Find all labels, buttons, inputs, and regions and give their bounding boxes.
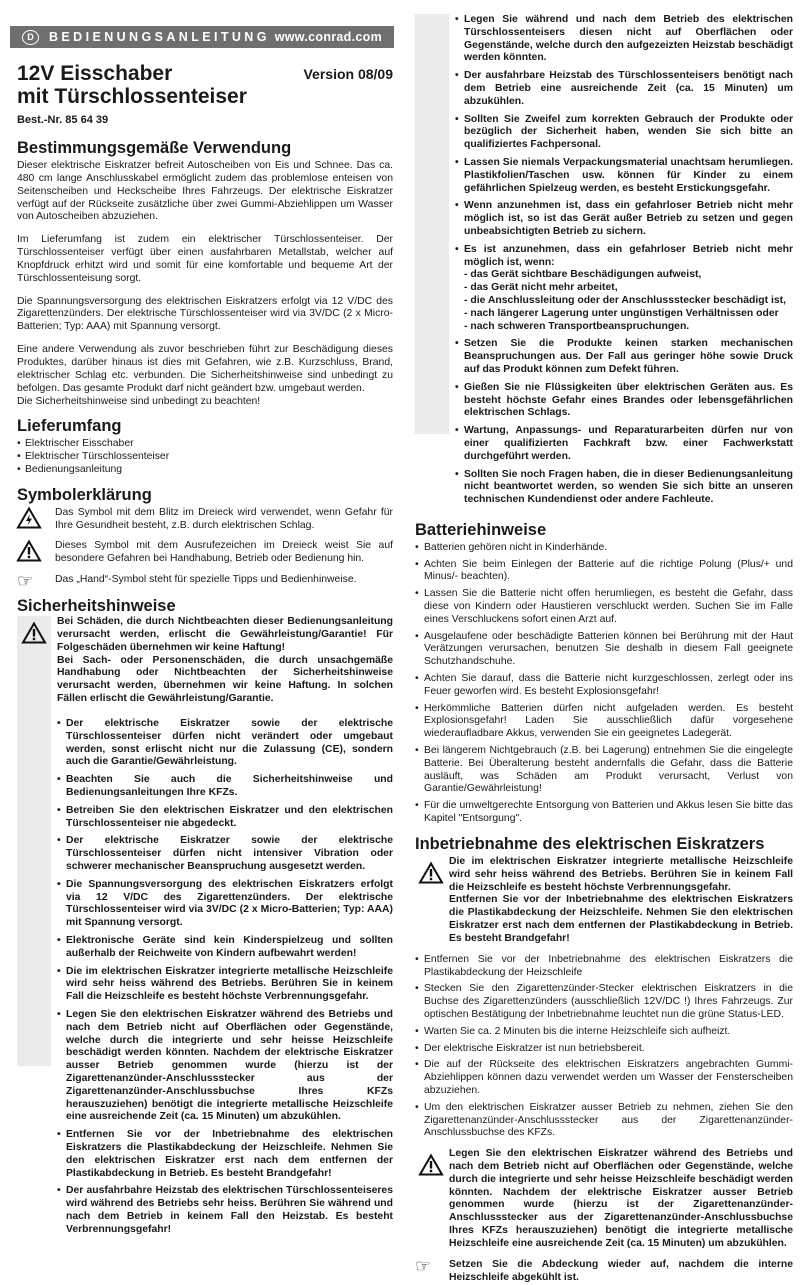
language-badge: D (22, 30, 39, 45)
exclamation-symbol-text: Dieses Symbol mit dem Ausrufezeichen im Dreieck weist Sie auf besondere Gefahren bei Handhabung, Betrieb oder Bedienung hin. (55, 540, 393, 565)
condition-item: - das Gerät sichtbare Beschädigungen aufweist, (464, 269, 702, 281)
intended-use-p5: Die Sicherheitshinweise sind unbedingt zu beachten! (17, 395, 261, 407)
header-bar (10, 26, 394, 48)
list-item: • Achten Sie darauf, dass die Batterie nicht kurzgeschlossen, zerlegt oder ins Feuer geworfen wird. Es besteht Explosionsgefahr! (415, 673, 793, 699)
header-url[interactable]: www.conrad.com (274, 30, 382, 44)
list-item: • Legen Sie den elektrischen Eiskratzer während des Betriebs und nach dem Betrieb nicht auf Oberflächen oder Gegenstände, welche durch die integrierte und sehr heisse Heizschleife beschädigt werden könnten. Nachdem der elektrische Eiskratzer ausser Betrieb genommen wurde (hierzu ist der Zigarettenanzünder-Anschlussstecker aus der Zigarettenanzünder-Anschlussbuchse Ihres KFZs herauszuziehen) benötigt die integrierte metallische Heizschleife eine ausreichende Zeit (ca. 15 Minuten) um abzukühlen. (57, 1009, 393, 1124)
condition-intro: Es ist anzunehmen, dass ein gefahrloser Betrieb nicht mehr möglich ist, wenn: (464, 243, 793, 268)
doc-version: Version 08/09 (303, 66, 393, 82)
exclamation-warning-icon (419, 862, 443, 884)
list-item: • Lassen Sie niemals Verpackungsmaterial unachtsam herumliegen. Plastikfolien/Taschen usw. können für Kinder zu einem gefährlichen Spielzeug werden, es besteht Erstickungsgefahr. (455, 157, 793, 195)
hand-pointer-icon: ☞ (17, 571, 34, 592)
condition-item: - die Anschlussleitung oder der Anschlussstecker beschädigt ist, (464, 294, 787, 306)
startup-warning-2 (415, 1148, 793, 1251)
list-item: • Der elektrische Eiskratzer ist nun betriebsbereit. (415, 1043, 793, 1056)
list-item: • Lassen Sie die Batterie nicht offen herumliegen, es besteht die Gefahr, dass diese von Kindern oder Haustieren verschluckt werden. Suchen Sie im Falle eines Verschluckens sofort einen Arzt auf. (415, 588, 793, 626)
safety-heading: Sicherheitshinweise (17, 597, 176, 616)
symbol-hand-row (17, 571, 393, 592)
list-item: • Entfernen Sie vor der Inbetriebnahme des elektrischen Eiskratzers die Plastikabdeckung der Heizschleife. Nehmen Sie den elektrischen Eiskratzer erst nach dem entfernen der Plastikabdeckung in Betrieb. Es besteht Brandgefahr! (57, 1129, 393, 1180)
safety-shaded-gutter (17, 616, 51, 1066)
startup-warning-1 (415, 856, 793, 946)
list-item: • Beachten Sie auch die Sicherheitshinweise und Bedienungsanleitungen Ihre KFZs. (57, 774, 393, 800)
list-item: • Wartung, Anpassungs- und Reparaturarbeiten dürfen nur von einer qualifizierten Fachkraft bzw. einer Fachwerkstatt durchgeführt werden. (455, 425, 793, 463)
list-item: • Stecken Sie den Zigarettenzünder-Stecker elektrischen Eiskratzers in die Buchse des Zigarettenzünders (ausschließlich 12V/DC !) Ihres Fahrzeugs. Zur optischen Bestätigung der Inbetriebnahme leuchtet nun die grüne Status-LED. (415, 983, 793, 1021)
list-item (455, 244, 793, 334)
list-item: • Wenn anzunehmen ist, dass ein gefahrloser Betrieb nicht mehr möglich ist, so ist das Gerät außer Betrieb zu setzen und gegen unbeabsichtigten Betrieb zu sichern. (455, 200, 793, 238)
list-item: • Ausgelaufene oder beschädigte Batterien können bei Berührung mit der Haut Verätzungen verursachen, benutzen Sie deshalb in diesem Fall geeignete Schutzhandschuhe. (415, 631, 793, 669)
symbol-exclamation-row (17, 540, 393, 566)
startup-warn-3: Legen Sie den elektrischen Eiskratzer während des Betriebs und nach dem Betrieb nicht auf Oberflächen oder Gegenstände, welche durch die integrierte und sehr heisse Heizschleife beschädigt werden könnten. Nachdem der elektrische Eiskratzer ausser Betrieb genommen wurde (hierzu ist der Zigarettenanzünder-Anschlussstecker aus der Zigarettenanzünder-Anschlussbuchse Ihres KFZs herauszuziehen) benötigt die integrierte metallische Heizschleife eine ausreichende Zeit (ca. 15 Minuten) um abzukühlen. (449, 1148, 793, 1249)
list-item: • Entfernen Sie vor der Inbetriebnahme des elektrischen Eiskratzers die Plastikabdeckung der Heizschleife (415, 954, 793, 980)
list-item: • Bedienungsanleitung (17, 464, 393, 477)
list-item: • Elektronische Geräte sind kein Kinderspielzeug und sollten außerhalb der Reichweite von Kindern aufbewahrt werden! (57, 935, 393, 961)
list-item: • Sollten Sie Zweifel zum korrekten Gebrauch der Produkte oder bezüglich der Sicherheit haben, wenden Sie sich bitte an qualifiziertes Fachpersonal. (455, 114, 793, 152)
scope-list (17, 438, 393, 476)
startup-warning-body-2 (449, 1148, 793, 1251)
intended-use-heading: Bestimmungsgemäße Verwendung (17, 139, 292, 157)
order-number: Best.-Nr. 85 64 39 (17, 114, 109, 126)
intended-use-p3: Die Spannungsversorgung des elektrischen Eiskratzers erfolgt via 12 V/DC des Zigarettenzünders. Der elektrische Türschlossenteiser wird via 3V/DC (2 x Micro-Batterien; Typ: AAA) mit Spannung versorgt. (17, 295, 393, 333)
doc-title-line1: 12V Eisschaber (17, 62, 173, 85)
list-item: • Die auf der Rückseite des elektrischen Eiskratzers angebrachten Gummi-Abziehlippen können dazu verwendet werden um Wasser der Fensterscheiben abzuziehen. (415, 1059, 793, 1097)
safety-continued (415, 14, 793, 512)
safety-intro-2: Bei Sach- oder Personenschäden, die durch unsachgemäße Handhabung oder Nichtbeachten der Sicherheitshinweise verursacht werden, übernehmen wir keine Haftung. In solchen Fällen erlischt die Gewährleistung/Garantie. (57, 654, 393, 705)
safety-list-left (57, 718, 393, 1236)
condition-item: - das Gerät nicht mehr arbeitet, (464, 282, 618, 294)
intended-use-p4: Eine andere Verwendung als zuvor beschrieben führt zur Beschädigung dieses Produktes, darüber hinaus ist dies mit Gefahren, wie z.B. Kurzschluss, Brand, elektrischer Schlag etc. verbunden. Die Sicherheitshinweise sind unbedingt zu befolgen. Das gesamte Produkt darf nicht geändert bzw. umgebaut werden. (17, 344, 393, 394)
list-item: • Warten Sie ca. 2 Minuten bis die interne Heizschleife sich aufheizt. (415, 1026, 793, 1039)
battery-heading: Batteriehinweise (415, 520, 547, 539)
condition-item: - nach längerer Lagerung unter ungünstigen Verhältnissen oder (464, 307, 779, 319)
symbols-heading: Symbolerklärung (17, 485, 152, 504)
startup-warn-2: Entfernen Sie vor der Inbetriebnahme des elektrischen Eiskratzers die Plastikabdeckung der Heizschleife. Nehmen Sie den elektrischen Eiskratzer erst nach dem entfernen der Plastikabdeckung in Betrieb. Es besteht Brandgefahr! (449, 894, 793, 944)
list-item: • Für die umweltgerechte Entsorgung von Batterien und Akkus lesen Sie bitte das Kapitel "Entsorgung". (415, 800, 793, 826)
scope-heading: Lieferumfang (17, 417, 122, 436)
exclamation-warning-icon (17, 540, 41, 562)
startup-heading: Inbetriebnahme des elektrischen Eiskratzers (415, 834, 765, 853)
warning-icon-gutter (415, 856, 449, 946)
list-item: • Elektrischer Türschlossenteiser (17, 451, 393, 464)
safety-body-2 (449, 14, 793, 512)
startup-warning-body (449, 856, 793, 946)
list-item: • Batterien gehören nicht in Kinderhände. (415, 542, 793, 555)
intended-use-p1: Dieser elektrische Eiskratzer befreit Autoscheiben von Eis und Schnee. Das ca. 480 cm lange Anschlusskabel ermöglicht zudem das problemlose enteisen von Seitenscheiben und Heckscheibe Ihres Fahrzeugs. Der elektrische Eiskratzer verfügt auf der Rückseite zusätzliche über zwei Gummi-Abziehlippen um Wasser von Autoscheiben abzuziehen. (17, 160, 393, 223)
doc-title-line2: mit Türschlossenteiser (17, 85, 247, 108)
intended-use-p2: Im Lieferumfang ist zudem ein elektrischer Türschlossenteiser. Der Türschlossenteiser verfügt über einen ausfahrbaren Metallstab, welcher auf Knopfdruck erhitzt wird und somit für eine komfortable und bequeme Art der Türschlossenteisung sorgt. (17, 234, 393, 284)
lightning-warning-icon (17, 507, 41, 529)
safety-intro-1: Bei Schäden, die durch Nichtbeachten dieser Bedienungsanleitung verursacht werden, erlischt die Gewährleistung/Garantie! Für Folgeschäden übernehmen wir keine Haftung! (57, 616, 393, 653)
list-item: • Bei längerem Nichtgebrauch (z.B. bei Lagerung) entnehmen Sie die eingelegte Batterie. Bei Überalterung besteht andernfalls die Gefahr, dass die Batterie ausläuft, was Schäden am Produkt verursacht, Verlust von Garantie/Gewährleistung! (415, 745, 793, 796)
exclamation-warning-icon (22, 622, 46, 644)
hand-symbol-text: Das „Hand“-Symbol steht für spezielle Tipps und Bedienhinweise. (55, 574, 357, 586)
right-column (415, 14, 793, 1285)
list-item: • Der ausfahrbahre Heizstab des elektrischen Türschlossenteiseres wird während des Betriebs sehr heiss. Berühren Sie während und nach dem Betrieb in keinem Fall den Heizstab. Es besteht Verbrennungsgefahr! (57, 1185, 393, 1236)
exclamation-warning-icon (419, 1154, 443, 1176)
list-item: • Elektrischer Eisschaber (17, 438, 393, 451)
list-item: • Der ausfahrbare Heizstab des Türschlossenteisers benötigt nach dem Betrieb eine ausreichende Zeit (ca. 15 Minuten) um abzukühlen. (455, 70, 793, 108)
safety-shaded-gutter-2 (415, 14, 449, 434)
battery-list (415, 542, 793, 826)
list-item: • Gießen Sie nie Flüssigkeiten über elektrischen Geräten aus. Es besteht höchste Gefahr eines Brandes oder lebensgefährlichen elektrischen Schlags. (455, 382, 793, 420)
startup-tip-row (415, 1255, 793, 1285)
list-item: • Der elektrische Eiskratzer sowie der elektrische Türschlossenteiser dürfen nicht verändert oder umgebaut werden, sonst erlischt nicht nur die Zulassung (CE), sondern auch die Garantie/Gewährleistung. (57, 718, 393, 769)
title-row (17, 62, 393, 108)
safety-body (51, 616, 393, 1241)
list-item: • Herkömmliche Batterien dürfen nicht aufgeladen werden. Es besteht Explosionsgefahr! Laden Sie ausschließlich dafür vorgesehene wiederaufladbare Akkus, verwenden Sie ein geeignetes Ladegerät. (415, 703, 793, 741)
list-item: • Die im elektrischen Eiskratzer integrierte metallische Heizschleife wird sehr heiss während des Betriebs. Berühren Sie in keinem Fall die Heizschleife es besteht höchste Verbrennungsgefahr. (57, 966, 393, 1004)
list-item: • Setzen Sie die Produkte keinen starken mechanischen Beanspruchungen aus. Der Fall aus geringer höhe sowie Druck auf das Produkt können zum Defekt führen. (455, 338, 793, 376)
left-column (17, 62, 393, 1242)
lightning-symbol-text: Das Symbol mit dem Blitz im Dreieck wird verwendet, wenn Gefahr für Ihre Gesundheit besteht, z.B. durch elektrischen Schlag. (55, 506, 393, 531)
list-item: • Achten Sie beim Einlegen der Batterie auf die richtige Polung (Plus/+ und Minus/- beachten). (415, 559, 793, 585)
list-item: • Der elektrische Eiskratzer sowie der elektrische Türschlossenteiser dürfen nicht intensiver Vibration oder schwerer mechanischer Beanspruchung ausgesetzt werden. (57, 835, 393, 873)
doc-title (17, 62, 247, 108)
list-item: • Betreiben Sie den elektrischen Eiskratzer und den elektrischen Türschlossenteiser nie abgedeckt. (57, 805, 393, 831)
hand-pointer-icon: ☞ (415, 1255, 432, 1276)
list-item: • Um den elektrischen Eiskratzer ausser Betrieb zu nehmen, ziehen Sie den Zigarettenanzünder-Anschlussstecker aus der Zigarettenanzünder-Anschlussbuchse des KFZs. (415, 1102, 793, 1140)
startup-list (415, 954, 793, 1140)
startup-warn-1: Die im elektrischen Eiskratzer integrierte metallische Heizschleife wird sehr heiss während des Betriebs. Berühren Sie in keinem Fall die Heizschleife es besteht höchste Verbrennungsgefahr. (449, 855, 793, 893)
warning-icon-gutter (415, 1148, 449, 1251)
symbol-lightning-row (17, 507, 393, 533)
condition-item: - nach schweren Transportbeanspruchungen. (464, 320, 690, 332)
list-item: • Legen Sie während und nach dem Betrieb des elektrischen Türschlossenteisers diesen nicht auf Oberflächen oder Gegenstände, welche durch den aufgezeizten Heizstab beschädigt werden könnten. (455, 14, 793, 65)
safety-list-right (455, 14, 793, 507)
list-item: • Sollten Sie noch Fragen haben, die in dieser Bedienungsanleitung nicht beantwortet werden, so wenden Sie sich bitte an unseren technischen Kundendienst oder andere Fachleute. (455, 469, 793, 507)
startup-tip: Setzen Sie die Abdeckung wieder auf, nachdem die interne Heizschleife abgekühlt ist. (449, 1258, 793, 1283)
list-item: • Die Spannungsversorgung des elektrischen Eiskratzers erfolgt via 12 V/DC des Zigarettenzünders. Der elektrische Türschlossenteiser wird via 3V/DC (2 x Micro-Batterien; Typ: AAA) mit Spannung versorgt. (57, 879, 393, 930)
safety-block (17, 616, 393, 1241)
header-title: BEDIENUNGSANLEITUNG (49, 30, 270, 44)
